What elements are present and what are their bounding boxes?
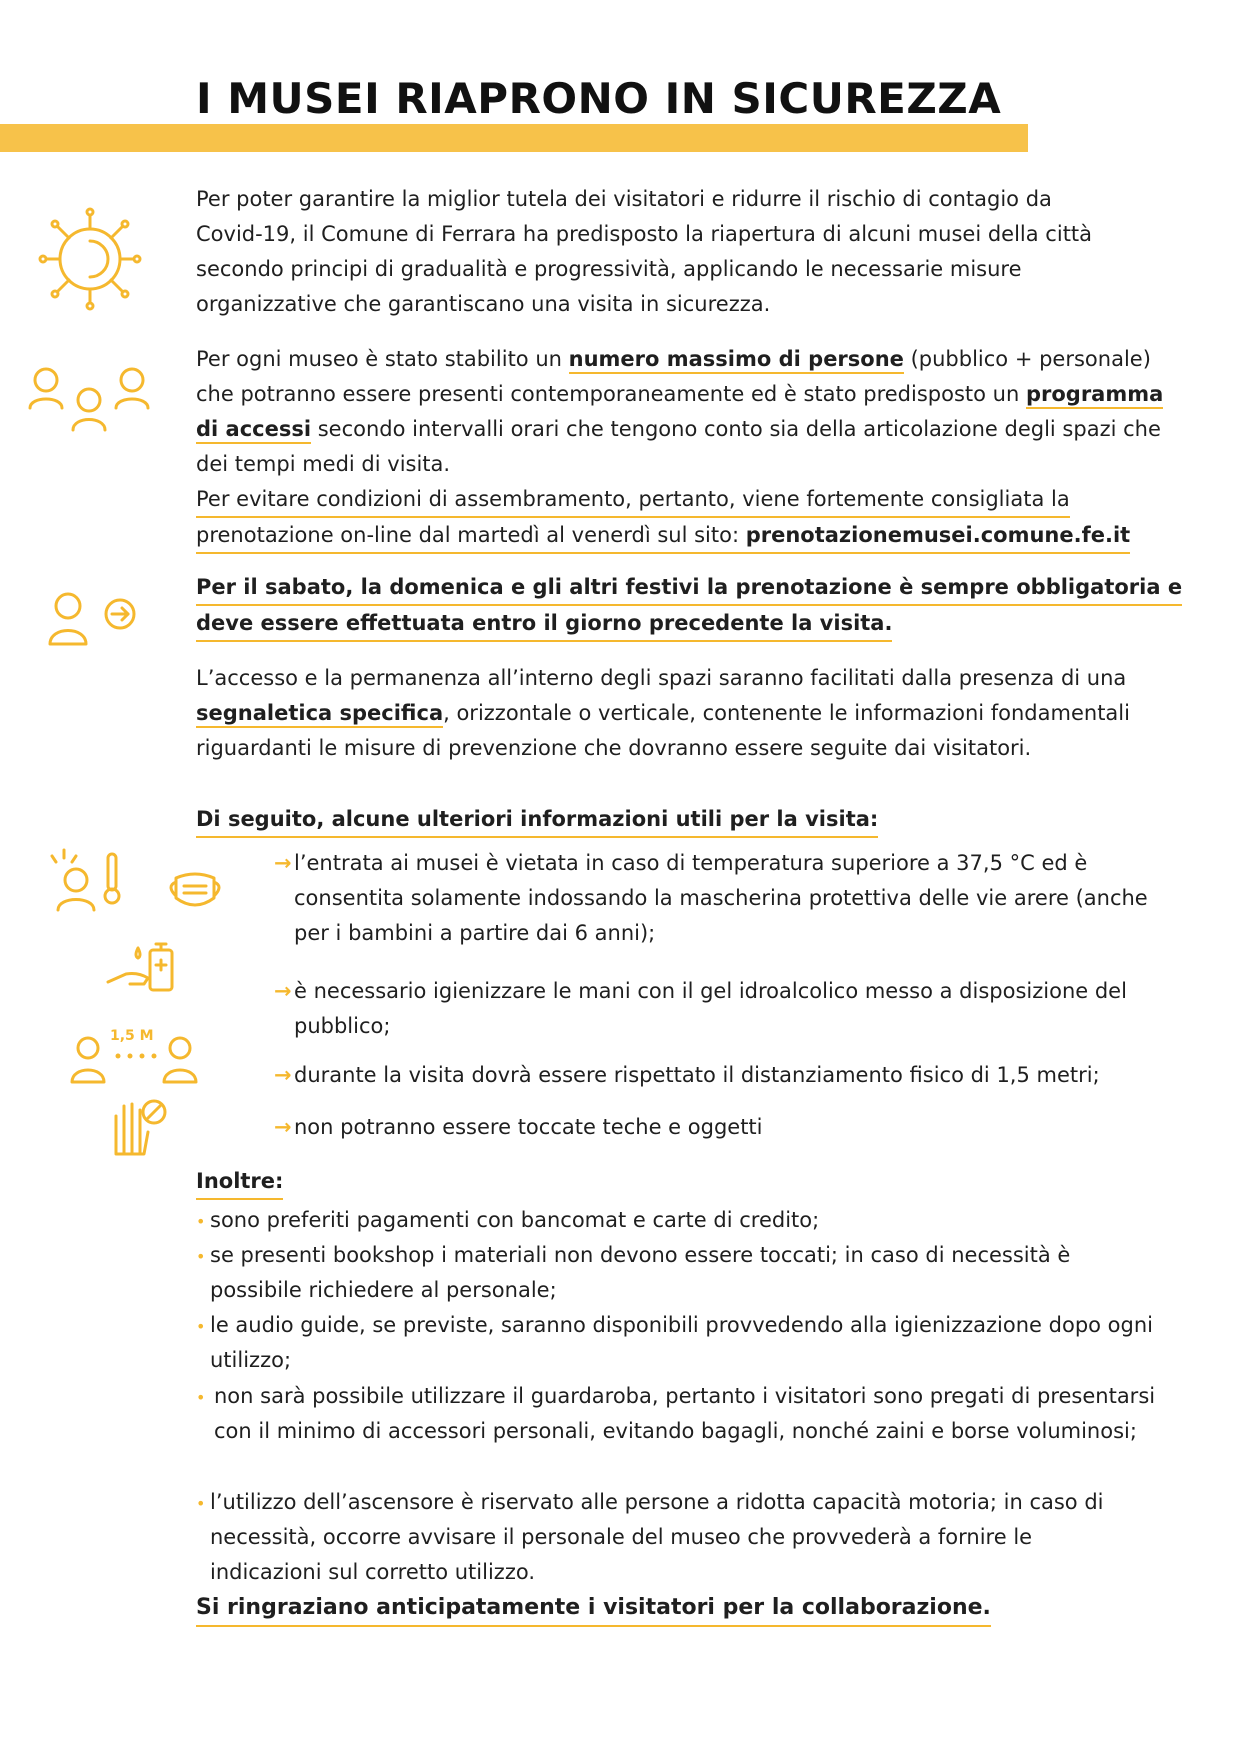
virus-icon (36, 205, 144, 313)
info-heading (196, 802, 878, 838)
capacity-paragraph (196, 342, 1176, 482)
weekend-line-2: deve essere effettuata entro il giorno precedente la visita. (196, 606, 892, 642)
extra-text: le audio guide, se previste, saranno disponibili provvedendo alla igienizzazione dopo ogni utilizzo; (210, 1313, 1153, 1372)
rule-text: non potranno essere toccate teche e oggetti (294, 1115, 763, 1139)
weekend-booking-notice (196, 570, 1196, 642)
list-item (274, 846, 1154, 951)
capacity-text-3: secondo intervalli orari che tengono conto sia della articolazione degli spazi che dei tempi medi di visita. (196, 417, 1161, 476)
arrow-right-icon: → (274, 851, 292, 875)
bullet-dot-icon: • (196, 1247, 206, 1266)
list-item (196, 1238, 1136, 1308)
info-heading-text: Di seguito, alcune ulteriori informazioni utili per la visita: (196, 802, 878, 838)
list-item (196, 1379, 1196, 1449)
closing-text: Si ringraziano anticipatamente i visitatori per la collaborazione. (196, 1591, 991, 1627)
title-underline-bar (0, 124, 1028, 152)
people-group-icon (26, 358, 156, 438)
list-item (274, 1058, 1154, 1093)
signage-paragraph (196, 661, 1176, 766)
extra-text: non sarà possibile utilizzare il guardaroba, pertanto i visitatori sono pregati di presentarsi con il minimo di accessori personali, evitando bagagli, nonché zaini e borse voluminosi; (214, 1384, 1156, 1443)
booking-text: prenotazione on-line dal martedì al venerdì sul sito: (196, 523, 746, 547)
extra-text: se presenti bookshop i materiali non devono essere toccati; in caso di necessità è possibile richiedere al personale; (210, 1243, 1071, 1302)
list-item (196, 1203, 1196, 1238)
bullet-dot-icon: • (196, 1388, 206, 1407)
hand-sanitizer-icon (104, 928, 184, 998)
access-program-highlight: programma di accessi (196, 382, 1163, 444)
rule-text: è necessario igienizzare le mani con il gel idroalcolico messo a disposizione del pubblico; (294, 979, 1127, 1038)
also-heading (196, 1164, 283, 1200)
page-title: I MUSEI RIAPRONO IN SICUREZZA (196, 74, 1002, 123)
rule-text: durante la visita dovrà essere rispettato il distanziamento fisico di 1,5 metri; (294, 1063, 1100, 1087)
list-item (196, 1485, 1116, 1590)
bullet-dot-icon: • (196, 1212, 206, 1231)
weekend-line-1: Per il sabato, la domenica e gli altri festivi la prenotazione è sempre obbligatoria e (196, 570, 1182, 606)
person-enter-icon (44, 584, 148, 656)
extra-text: l’utilizzo dell’ascensore è riservato alle persone a ridotta capacità motoria; in caso di necessità, occorre avvisare il personale del museo che provvederà a fornire le indicazioni sul corretto utilizzo. (210, 1490, 1104, 1584)
booking-line-2 (196, 518, 1130, 554)
face-mask-icon (162, 868, 228, 916)
intro-paragraph: Per poter garantire la miglior tutela dei visitatori e ridurre il rischio di contagio da Covid-19, il Comune di Ferrara ha predisposto la riapertura di alcuni musei della città secondo principi di gradualità e progressività, applicando le necessarie misure organizzative che garantiscano una visita in sicurezza. (196, 187, 1093, 316)
max-people-highlight: numero massimo di persone (569, 347, 904, 374)
capacity-text-2: (pubblico + personale) che potranno essere presenti contemporaneamente ed è stato predisposto un (196, 347, 1151, 406)
extra-text: sono preferiti pagamenti con bancomat e carte di credito; (210, 1208, 820, 1232)
arrow-right-icon: → (274, 1063, 292, 1087)
social-distance-icon (70, 1018, 200, 1088)
arrow-right-icon: → (274, 1115, 292, 1139)
rule-text: l’entrata ai musei è vietata in caso di temperatura superiore a 37,5 °C ed è consentita solamente indossando la mascherina protettiva delle vie arere (anche per i bambini a partire dai 6 anni); (294, 851, 1148, 945)
capacity-text-1: Per ogni museo è stato stabilito un (196, 347, 569, 371)
distance-label: 1,5 M (110, 1028, 154, 1044)
closing-note (196, 1590, 991, 1627)
list-item (274, 974, 1154, 1044)
signage-text-2: , orizzontale o verticale, contenente le informazioni fondamentali riguardanti le misure di prevenzione che dovranno essere seguite dai visitatori. (196, 701, 1130, 760)
arrow-right-icon: → (274, 979, 292, 1003)
bullet-dot-icon: • (196, 1317, 206, 1336)
fever-thermometer-icon (46, 848, 126, 918)
signage-text-1: L’accesso e la permanenza all’interno degli spazi saranno facilitati dalla presenza di una (196, 666, 1127, 690)
booking-site-link[interactable]: prenotazionemusei.comune.fe.it (745, 523, 1131, 547)
booking-line-1: Per evitare condizioni di assembramento, pertanto, viene fortemente consigliata la (196, 482, 1070, 518)
bullet-dot-icon: • (196, 1494, 206, 1513)
booking-recommendation (196, 482, 1196, 554)
no-touch-hand-icon (106, 1096, 172, 1160)
also-heading-text: Inoltre: (196, 1164, 283, 1200)
list-item (274, 1110, 1154, 1145)
signage-highlight: segnaletica specifica (196, 701, 443, 728)
list-item (196, 1308, 1156, 1378)
